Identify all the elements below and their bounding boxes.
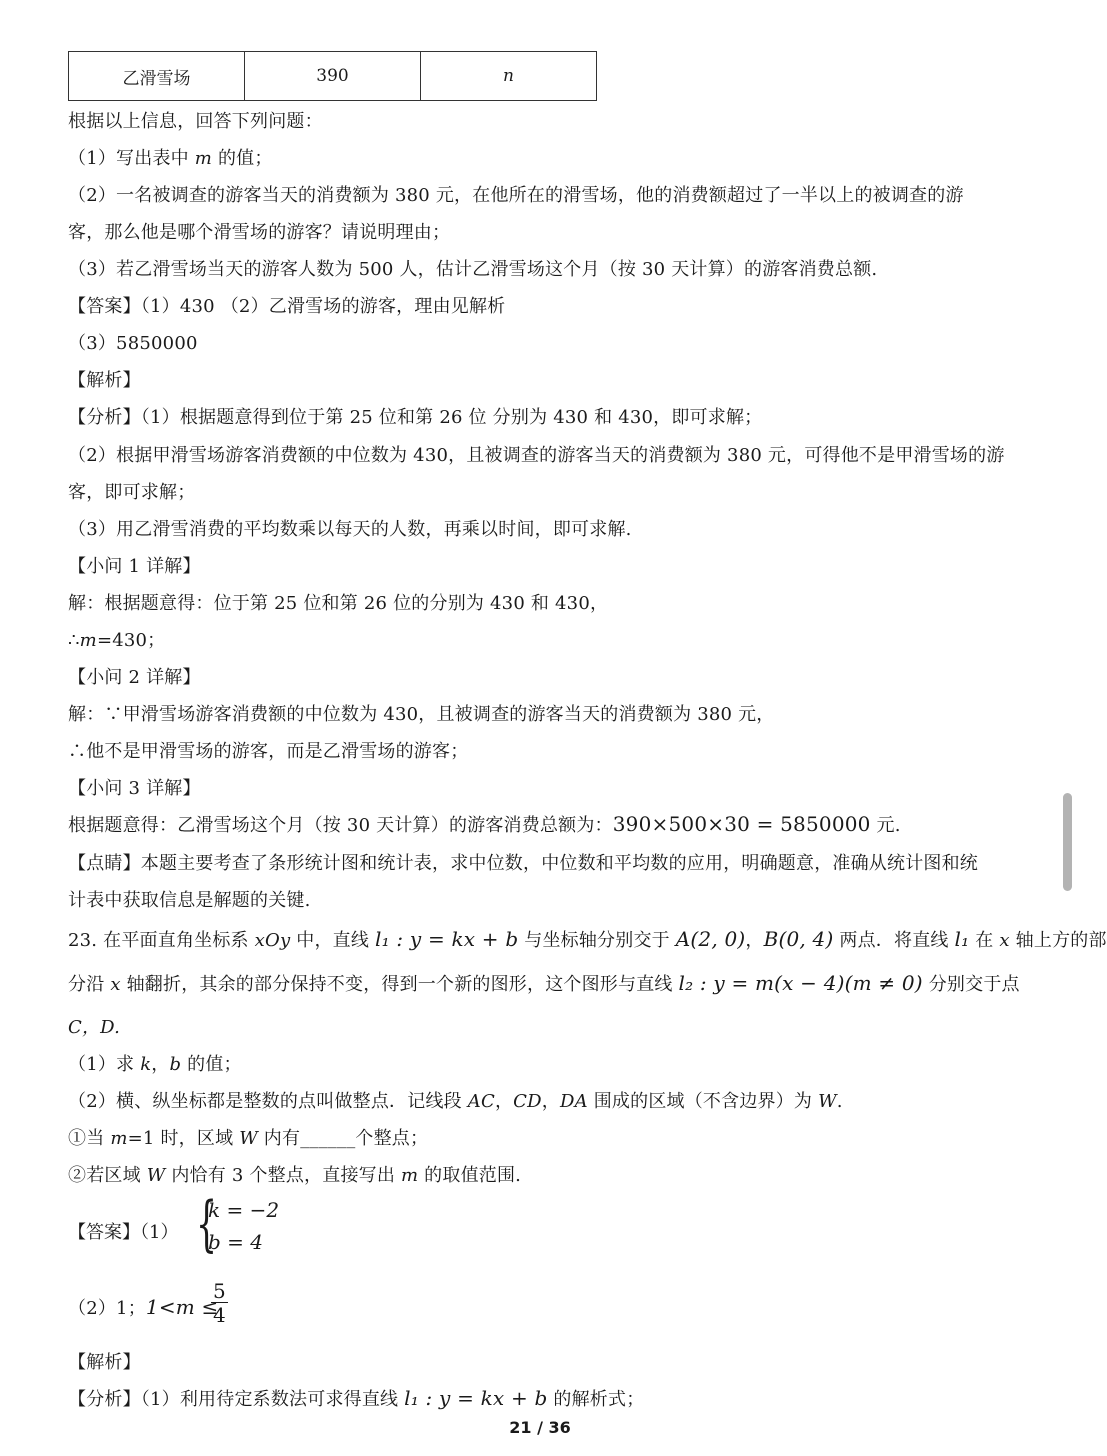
page-number: 21 / 36 — [509, 1418, 571, 1437]
answer-line: 【答案】（1）430 （2）乙滑雪场的游客，理由见解析 — [68, 296, 506, 317]
text-line: 根据以上信息，回答下列问题： — [68, 111, 323, 132]
text-line: （2）横、纵坐标都是整数的点叫做整点．记线段 AC，CD，DA 围成的区域（不含边界）为 W. — [68, 1091, 843, 1112]
text-line: 解：∵甲滑雪场游客消费额的中位数为 430，且被调查的游客当天的消费额为 380 元， — [68, 704, 775, 725]
table-row — [69, 52, 597, 101]
question-23: 23. 在平面直角坐标系 xOy 中，直线 l₁ : y = kx + b 与坐标轴分别交于 A(2, 0)，B(0, 4) 两点．将直线 l₁ 在 x 轴上方的部 — [68, 927, 1107, 951]
section-heading: 【解析】 — [68, 1352, 141, 1373]
text-line: C，D. — [68, 1017, 121, 1038]
text-line: 【分析】（1）利用待定系数法可求得直线 l₁ : y = kx + b 的解析式； — [68, 1386, 645, 1410]
table-cell-name: 乙滑雪场 — [69, 52, 245, 101]
table-cell-value: 390 — [245, 52, 421, 101]
text-line: 【分析】（1）根据题意得到位于第 25 位和第 26 位 分别为 430 和 430，即可求解； — [68, 407, 763, 428]
section-heading: 【小问 3 详解】 — [68, 778, 201, 799]
table-cell-n: n — [421, 52, 597, 101]
case-k: k = −2 — [208, 1198, 280, 1222]
text-line: （1）写出表中 m 的值； — [68, 148, 273, 169]
text-line: （3）用乙滑雪消费的平均数乘以每天的人数，再乘以时间，即可求解. — [68, 519, 632, 540]
text-line: ①当 m=1 时，区域 W 内有______个整点； — [68, 1128, 429, 1149]
brace-symbol: { — [196, 1189, 218, 1259]
text-line: 解：根据题意得：位于第 25 位和第 26 位的分别为 430 和 430， — [68, 593, 609, 614]
case-b: b = 4 — [208, 1230, 263, 1254]
text-line: 计表中获取信息是解题的关键. — [68, 890, 311, 911]
text-line: 客，即可求解； — [68, 482, 196, 503]
fraction — [211, 1280, 228, 1327]
section-heading: 【小问 1 详解】 — [68, 556, 201, 577]
answer-label: 【答案】（1） — [68, 1222, 179, 1243]
text-line: （1）求 k，b 的值； — [68, 1054, 242, 1075]
section-heading: 【解析】 — [68, 370, 141, 391]
text-line: 根据题意得：乙滑雪场这个月（按 30 天计算）的游客消费总额为：390×500×30 = 5850000 元. — [68, 812, 901, 836]
section-heading: 【小问 2 详解】 — [68, 667, 201, 688]
text-line: ∴m=430； — [68, 630, 166, 651]
text-line: 分沿 x 轴翻折，其余的部分保持不变，得到一个新的图形，这个图形与直线 l₂ : y = m(x − 4)(m ≠ 0) 分别交于点 — [68, 971, 1020, 995]
text-line: （2）根据甲滑雪场游客消费额的中位数为 430，且被调查的游客当天的消费额为 380 元，可得他不是甲滑雪场的游 — [68, 445, 1005, 466]
fraction-numerator: 5 — [213, 1279, 226, 1303]
answer-line: （3）5850000 — [68, 333, 198, 354]
text-line: （2）一名被调查的游客当天的消费额为 380 元，在他所在的滑雪场，他的消费额超过了一半以上的被调查的游 — [68, 185, 964, 206]
text-line: ②若区域 W 内恰有 3 个整点，直接写出 m 的取值范围. — [68, 1165, 522, 1186]
text-line: 客，那么他是哪个滑雪场的游客？请说明理由； — [68, 222, 451, 243]
answer-line-2: （2）1；1<m ≤ — [68, 1295, 219, 1319]
data-table — [68, 51, 597, 101]
scrollbar[interactable] — [1063, 793, 1072, 891]
text-line: （3）若乙滑雪场当天的游客人数为 500 人，估计乙滑雪场这个月（按 30 天计算）的游客消费总额. — [68, 259, 878, 280]
text-line: ∴他不是甲滑雪场的游客，而是乙滑雪场的游客； — [68, 741, 469, 762]
fraction-denominator: 4 — [213, 1303, 226, 1327]
text-line: 【点睛】本题主要考查了条形统计图和统计表，求中位数，中位数和平均数的应用，明确题意，准确从统计图和统 — [68, 853, 978, 874]
